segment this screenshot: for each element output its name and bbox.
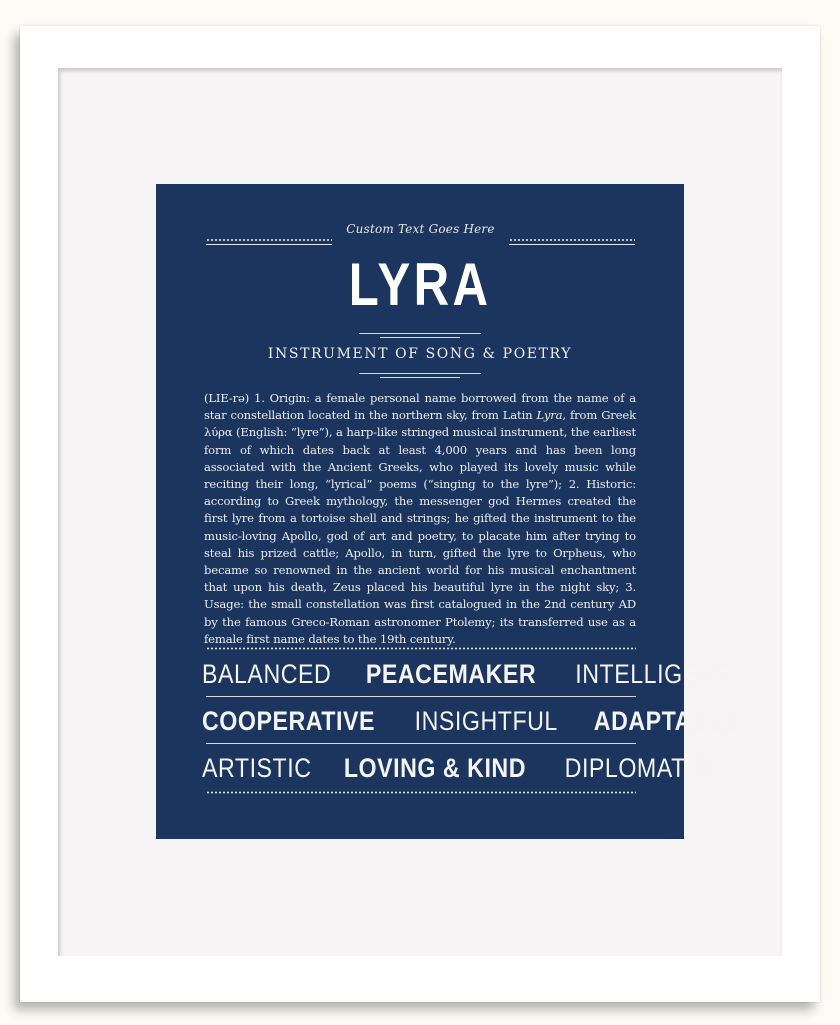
rule-lower-2	[380, 377, 460, 378]
dotted-divider-traits-bottom	[206, 791, 636, 794]
dotted-divider-left	[206, 238, 332, 245]
custom-text-row	[156, 222, 684, 246]
trait-word: COOPERATIVE	[202, 705, 375, 736]
trait-row-3	[202, 748, 711, 788]
trait-row-separator	[206, 696, 636, 697]
trait-row-separator	[206, 743, 636, 744]
frame-mat	[58, 68, 782, 956]
definition-text-2: , from Greek λύρα (English: “lyre”), a harp-like stringed musical instrument, the earliest form of which dates back at least 4,000 years and has been long associated with the Ancient Greeks, who played its lovely music while reciting their long, “lyrical” poems (“singing to the lyre”); 2. Historic: according to Greek mythology, the messenger god Hermes created the first lyre from a tortoise shell and strings; he gifted the instrument to the music-loving Apollo, god of art and poetry, to placate him after trying to steal his prized cattle; Apollo, in turn, gifted the lyre to Orpheus, who became so renowned in the ancient world for his musical enchantment that upon his death, Zeus placed his beautiful lyre in the night sky; 3. Usage: the small constellation was first catalogued in the 2nd century AD by the famous Greco-Roman astronomer Ptolemy; its transferred use as a female first name dates to the 19th century.	[204, 408, 636, 646]
trait-word: INTELLIGENT	[575, 658, 732, 689]
name-definition	[204, 390, 636, 648]
custom-text: Custom Text Goes Here	[346, 222, 495, 236]
definition-italic-word: Lyra	[536, 408, 563, 423]
trait-word: PEACEMAKER	[366, 658, 537, 689]
trait-word: BALANCED	[202, 658, 332, 689]
dotted-divider-traits-top	[206, 647, 636, 650]
trait-row-1	[202, 654, 732, 694]
rule-upper-1	[359, 333, 481, 334]
definition-text-1: (LIE-rə) 1. Origin: a female personal name borrowed from the name of a star constellation located in the northern sky, from Latin	[204, 391, 636, 423]
name-print	[156, 184, 740, 839]
trait-word: DIPLOMATIC	[564, 752, 711, 783]
trait-word: ADAPTABLE	[593, 705, 740, 736]
name-meaning: INSTRUMENT OF SONG & POETRY	[267, 346, 573, 362]
trait-word: INSIGHTFUL	[414, 705, 558, 736]
trait-word: ARTISTIC	[202, 752, 312, 783]
rule-lower-1	[359, 373, 481, 374]
rule-upper-2	[380, 337, 460, 338]
trait-row-2	[202, 701, 740, 741]
dotted-divider-right	[509, 238, 635, 245]
name-title: LYRA	[348, 251, 492, 318]
trait-word: LOVING & KIND	[344, 752, 527, 783]
picture-frame	[20, 26, 820, 1002]
